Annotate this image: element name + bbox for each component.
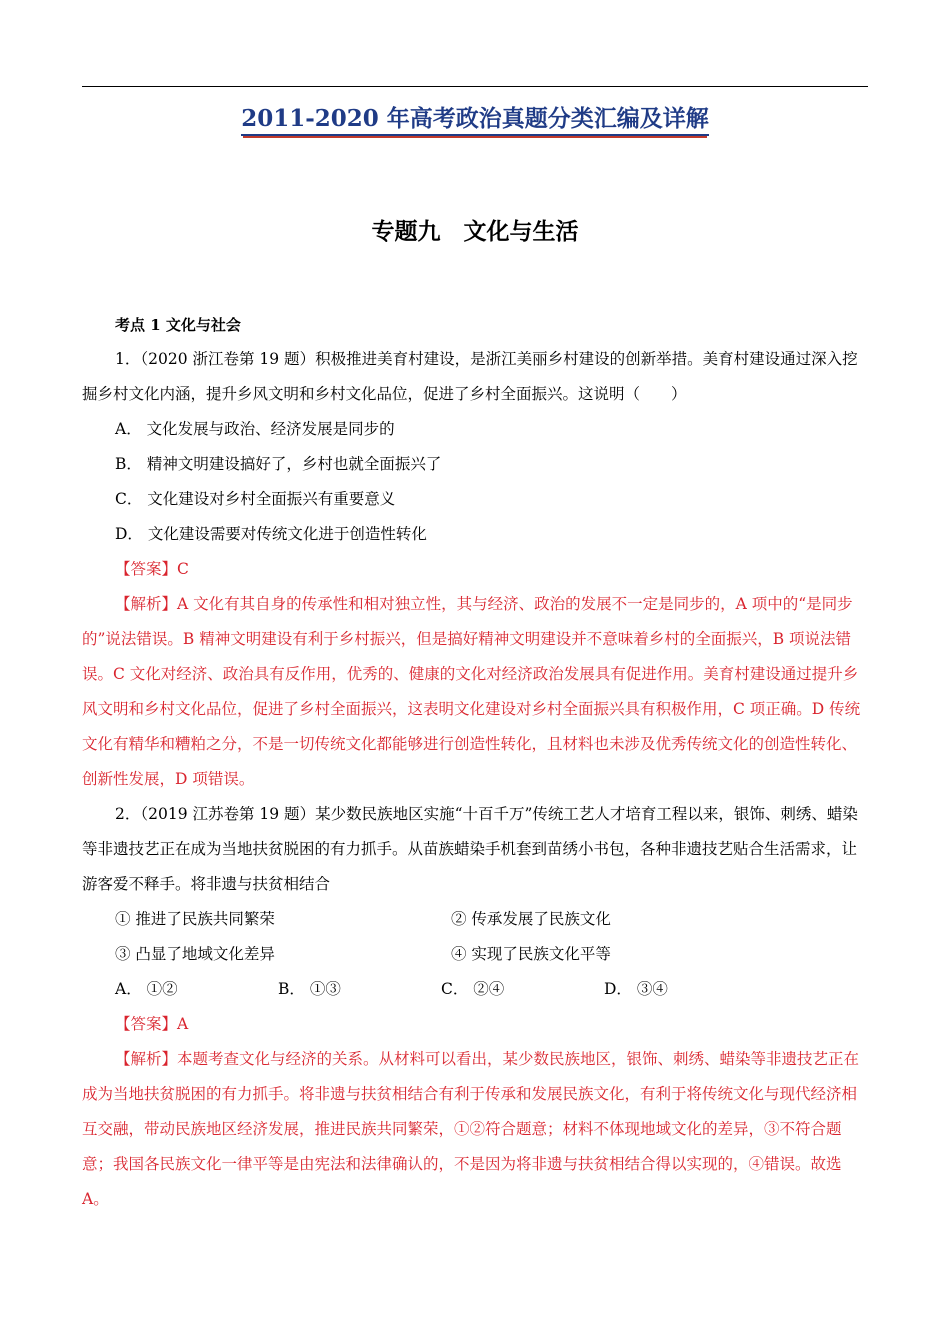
document-title-text: 2011-2020 年高考政治真题分类汇编及详解: [241, 105, 709, 136]
question-2-option-c: C． ②④: [441, 980, 505, 998]
question-1-answer: [82, 552, 868, 587]
question-2-options: [82, 972, 868, 1007]
answer-label: 【答案】: [115, 1015, 178, 1033]
question-2-option-d: D． ③④: [604, 980, 668, 998]
question-2-option-a: A． ①②: [115, 980, 178, 998]
answer-label: 【答案】: [115, 560, 178, 578]
statement-1: ① 推进了民族共同繁荣: [115, 910, 275, 928]
analysis-text: A 文化有其自身的传承性和相对独立性，其与经济、政治的发展不一定是同步的，A 项中的“是同步的”说法错误。B 精神文明建设有利于乡村振兴，但是搞好精神文明建设并不意味着乡村的全面振兴，B 项说法错误。C 文化对经济、政治具有反作用，优秀的、健康的文化对经济政治发展具有促进作用。美育村建设通过提升乡风文明和乡村文化品位，促进了乡村全面振兴，这表明文化建设对乡村全面振兴具有积极作用，C 项正确。D 传统文化有精华和糟粕之分，不是一切传统文化都能够进行创造性转化，且材料也未涉及优秀传统文化的创造性转化、创新性发展，D 项错误。: [82, 595, 861, 788]
statement-2: ② 传承发展了民族文化: [451, 910, 611, 928]
question-2-statements-row-2: [82, 937, 868, 972]
question-2-stem: 2．（2019 江苏卷第 19 题）某少数民族地区实施“十百千万”传统工艺人才培育工程以来，银饰、刺绣、蜡染等非遗技艺正在成为当地扶贫脱困的有力抓手。从苗族蜡染手机套到苗绣小书包，各种非遗技艺贴合生活需求，让游客爱不释手。将非遗与扶贫相结合: [82, 805, 858, 893]
topic-title: 专题九 文化与生活: [371, 218, 579, 245]
header-rule: [82, 86, 868, 87]
question-1-option-b: B． 精神文明建设搞好了，乡村也就全面振兴了: [115, 455, 442, 473]
question-1-option-c: C． 文化建设对乡村全面振兴有重要意义: [115, 490, 396, 508]
analysis-label: 【解析】: [115, 595, 178, 613]
document-body: [82, 342, 868, 1217]
analysis-text: 本题考查文化与经济的关系。从材料可以看出，某少数民族地区，银饰、刺绣、蜡染等非遗技艺正在成为当地扶贫脱困的有力抓手。将非遗与扶贫相结合有利于传承和发展民族文化，有利于将传统文化与现代经济相互交融，带动民族地区经济发展，推进民族共同繁荣，①②符合题意；材料不体现地域文化的差异，③不符合题意；我国各民族文化一律平等是由宪法和法律确认的，不是因为将非遗与扶贫相结合得以实现的，④错误。故选 A。: [82, 1050, 860, 1208]
document-title: [0, 100, 950, 133]
statement-3: ③ 凸显了地域文化差异: [115, 945, 275, 963]
question-2-option-b: B． ①③: [278, 980, 341, 998]
statement-4: ④ 实现了民族文化平等: [451, 945, 611, 963]
question-2-statements-row-1: [82, 902, 868, 937]
question-1-analysis: [82, 587, 868, 797]
answer-value: A: [177, 1015, 189, 1033]
analysis-label: 【解析】: [115, 1050, 178, 1068]
question-2-answer: [82, 1007, 868, 1042]
question-1-option-d: D． 文化建设需要对传统文化进于创造性转化: [115, 525, 427, 543]
section-heading: 考点 1 文化与社会: [115, 316, 241, 334]
answer-value: C: [177, 560, 189, 578]
question-1-stem: 1．（2020 浙江卷第 19 题）积极推进美育村建设，是浙江美丽乡村建设的创新举措。美育村建设通过深入挖掘乡村文化内涵，提升乡风文明和乡村文化品位，促进了乡村全面振兴。这说明（ ）: [82, 350, 858, 403]
question-1-option-a: A． 文化发展与政治、经济发展是同步的: [115, 420, 395, 438]
question-2-analysis: [82, 1042, 868, 1217]
